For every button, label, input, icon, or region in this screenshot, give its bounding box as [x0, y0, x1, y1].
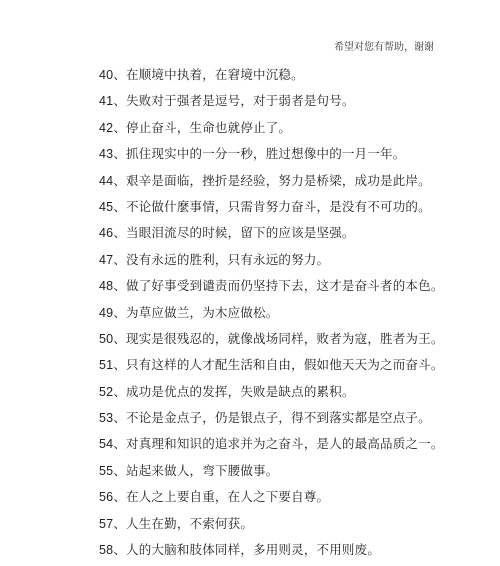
quote-item — [99, 511, 500, 537]
quote-number: 51 — [99, 358, 114, 373]
quote-item — [99, 62, 500, 88]
quote-text: 、人的大脑和肢体同样，多用则灵，不用则废。 — [113, 542, 381, 558]
quote-number: 46 — [99, 226, 114, 241]
quote-text: 、艰辛是面临，挫折是经验，努力是桥梁，成功是此岸。 — [113, 172, 431, 188]
quote-text: 、人生在勤，不索何获。 — [113, 515, 254, 531]
quote-item — [99, 115, 500, 141]
quote-text: 、没有永远的胜利，只有永远的努力。 — [113, 251, 330, 267]
quote-number: 49 — [99, 305, 114, 320]
quote-item — [99, 537, 500, 563]
quote-number: 41 — [99, 94, 114, 109]
quote-item — [99, 220, 500, 246]
quote-number: 52 — [99, 384, 114, 399]
quote-list — [99, 62, 500, 563]
quote-item — [99, 273, 500, 299]
quote-text: 、为草应做兰，为木应做松。 — [113, 304, 279, 320]
quote-number: 57 — [99, 516, 114, 531]
quote-text: 、现实是很残忍的，就像战场同样，败者为寇，胜者为王。 — [113, 330, 444, 346]
page-header: 希望对您有帮助，谢谢 — [334, 42, 434, 53]
quote-text: 、不论是金点子，仍是银点子，得不到落实都是空点子。 — [113, 410, 431, 426]
quote-item — [99, 326, 500, 352]
quote-item — [99, 141, 500, 167]
quote-number: 40 — [99, 68, 114, 82]
quote-text: 、成功是优点的发挥，失败是缺点的累积。 — [113, 383, 355, 399]
quote-text: 、失败对于强者是逗号，对于弱者是句号。 — [113, 93, 355, 109]
quote-number: 47 — [99, 252, 114, 267]
quote-item — [99, 405, 500, 431]
quote-item — [99, 194, 500, 220]
quote-number: 45 — [99, 199, 114, 214]
quote-text: 、在顺境中执着，在窘境中沉稳。 — [113, 67, 304, 82]
quote-item — [99, 458, 500, 484]
quote-number: 58 — [99, 543, 114, 558]
quote-text: 、站起来做人，弯下腰做事。 — [113, 462, 279, 478]
quote-number: 55 — [99, 463, 114, 478]
quote-text: 、只有这样的人才配生活和自由，假如他天天为之而奋斗。 — [113, 357, 444, 373]
quote-text: 、抓住现实中的一分一秒，胜过想像中的一月一年。 — [113, 146, 406, 162]
quote-text: 、当眼泪流尽的时候，留下的应该是坚强。 — [113, 225, 355, 241]
quote-number: 54 — [99, 437, 114, 452]
quote-item — [99, 431, 500, 457]
quote-number: 50 — [99, 331, 114, 346]
quote-item — [99, 247, 500, 273]
quote-item — [99, 484, 500, 510]
quote-text: 、对真理和知识的追求并为之奋斗，是人的最高品质之一。 — [113, 436, 444, 452]
quote-number: 48 — [99, 279, 114, 294]
quote-number: 42 — [99, 120, 114, 135]
quote-text: 、做了好事受到谴责而仍坚持下去，这才是奋斗者的本色。 — [113, 278, 444, 294]
quote-text: 、在人之上要自重，在人之下要自尊。 — [113, 489, 330, 505]
quote-item — [99, 379, 500, 405]
quote-item — [99, 300, 500, 326]
quote-number: 56 — [99, 490, 114, 505]
quote-item — [99, 168, 500, 194]
quote-number: 53 — [99, 411, 114, 426]
quote-item — [99, 352, 500, 378]
quote-number: 44 — [99, 173, 114, 188]
quote-item — [99, 88, 500, 114]
quote-text: 、不论做什麼事情，只需肯努力奋斗，是没有不可功的。 — [113, 198, 431, 214]
quote-number: 43 — [99, 147, 114, 162]
quote-text: 、停止奋斗，生命也就停止了。 — [113, 119, 292, 135]
